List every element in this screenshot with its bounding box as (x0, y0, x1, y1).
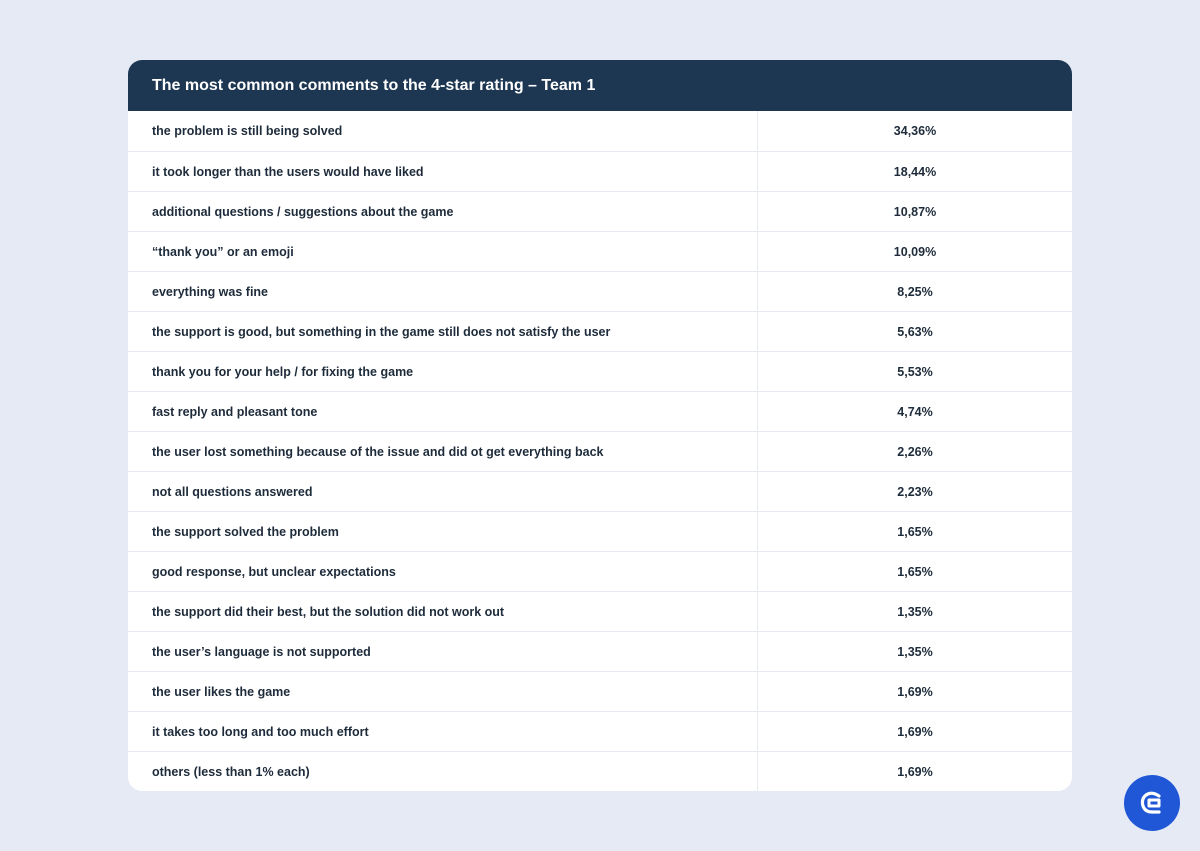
comment-label: fast reply and pleasant tone (128, 392, 758, 431)
comment-label: the support solved the problem (128, 512, 758, 551)
table-row (128, 111, 1072, 151)
table-row (128, 431, 1072, 471)
comment-label: the support is good, but something in the game still does not satisfy the user (128, 312, 758, 351)
comment-label: the user’s language is not supported (128, 632, 758, 671)
comment-percentage: 2,26% (897, 444, 933, 459)
comment-percentage: 5,53% (897, 364, 933, 379)
comment-percentage: 5,63% (897, 324, 933, 339)
comment-label: it took longer than the users would have liked (128, 152, 758, 191)
comment-label: good response, but unclear expectations (128, 552, 758, 591)
comment-percentage: 10,87% (893, 204, 937, 219)
comment-percentage: 8,25% (897, 284, 933, 299)
table-body (128, 111, 1072, 791)
comment-percentage: 1,35% (897, 644, 933, 659)
table-row (128, 751, 1072, 791)
logo-glyph-icon (1137, 788, 1167, 818)
comment-percentage: 1,35% (897, 604, 933, 619)
comment-percentage: 18,44% (893, 164, 937, 179)
comments-table (128, 60, 1072, 791)
table-row (128, 151, 1072, 191)
table-row (128, 511, 1072, 551)
comment-label: additional questions / suggestions about the game (128, 192, 758, 231)
table-row (128, 671, 1072, 711)
table-row (128, 311, 1072, 351)
table-row (128, 271, 1072, 311)
table-row (128, 351, 1072, 391)
table-row (128, 711, 1072, 751)
comment-percentage: 1,69% (897, 724, 933, 739)
comment-label: “thank you” or an emoji (128, 232, 758, 271)
comment-label: it takes too long and too much effort (128, 712, 758, 751)
comment-percentage: 1,69% (897, 684, 933, 699)
brand-logo-icon[interactable] (1124, 775, 1180, 831)
table-row (128, 591, 1072, 631)
comment-percentage: 4,74% (897, 404, 933, 419)
comment-percentage: 1,69% (897, 764, 933, 779)
table-row (128, 551, 1072, 591)
comment-percentage: 1,65% (897, 524, 933, 539)
table-row (128, 391, 1072, 431)
comment-label: thank you for your help / for fixing the game (128, 352, 758, 391)
table-row (128, 471, 1072, 511)
comment-percentage: 10,09% (893, 244, 937, 259)
comment-label: others (less than 1% each) (128, 752, 758, 791)
comment-label: not all questions answered (128, 472, 758, 511)
table-row (128, 631, 1072, 671)
comment-percentage: 2,23% (897, 484, 933, 499)
table-title: The most common comments to the 4-star rating – Team 1 (128, 60, 1072, 111)
table-row (128, 231, 1072, 271)
comment-label: the user likes the game (128, 672, 758, 711)
comment-percentage: 1,65% (897, 564, 933, 579)
comment-label: the support did their best, but the solution did not work out (128, 592, 758, 631)
table-row (128, 191, 1072, 231)
comment-label: the problem is still being solved (128, 111, 758, 151)
comment-label: everything was fine (128, 272, 758, 311)
comment-label: the user lost something because of the issue and did ot get everything back (128, 432, 758, 471)
comment-percentage: 34,36% (893, 124, 937, 138)
